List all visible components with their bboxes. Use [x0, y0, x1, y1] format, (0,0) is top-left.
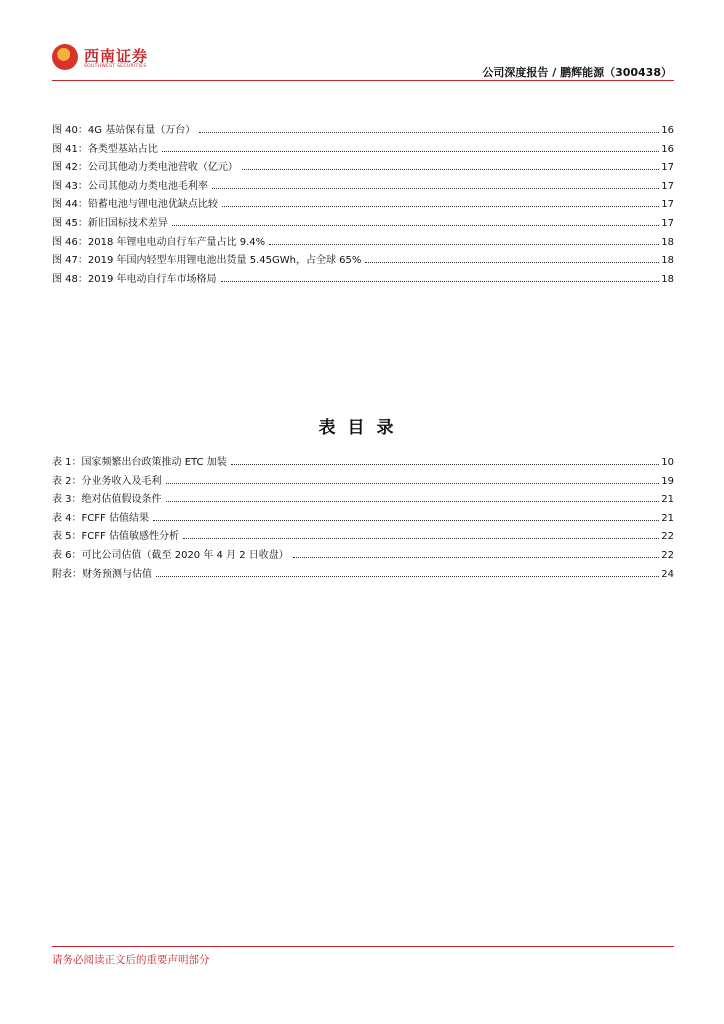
toc-leader-dots [212, 188, 659, 189]
toc-entry[interactable] [52, 509, 674, 528]
toc-entry-page: 18 [661, 273, 674, 285]
company-logo-icon [52, 44, 78, 70]
toc-entry-page: 17 [661, 162, 674, 174]
company-logo-subtext: SOUTHWEST SECURITIES [84, 64, 147, 69]
toc-leader-dots [162, 151, 659, 152]
toc-entry-page: 21 [661, 494, 674, 506]
toc-entry-page: 10 [661, 457, 674, 468]
toc-entry-page: 19 [661, 475, 674, 487]
toc-entry-label: 图 42：公司其他动力类电池营收（亿元） [52, 162, 238, 174]
toc-entry-page: 17 [661, 180, 674, 192]
toc-entry[interactable] [52, 270, 674, 289]
toc-entry-page: 16 [661, 143, 674, 155]
toc-entry-page: 16 [661, 125, 674, 136]
toc-leader-dots [172, 225, 659, 226]
toc-leader-dots [269, 244, 659, 245]
toc-leader-dots [156, 576, 659, 577]
table-list [52, 453, 674, 583]
toc-entry-label: 表 6：可比公司估值（截至 2020 年 4 月 2 日收盘） [52, 549, 289, 561]
toc-entry[interactable] [52, 233, 674, 252]
toc-leader-dots [231, 464, 660, 465]
toc-entry-page: 22 [661, 531, 674, 543]
toc-entry[interactable] [52, 251, 674, 270]
toc-entry[interactable] [52, 177, 674, 196]
toc-leader-dots [166, 483, 660, 484]
toc-entry-label: 表 3：绝对估值假设条件 [52, 494, 162, 506]
toc-entry-page: 18 [661, 255, 674, 267]
toc-entry-label: 图 40：4G 基站保有量（万台） [52, 125, 196, 136]
figure-list [52, 121, 674, 288]
footer-divider [52, 946, 674, 947]
toc-entry[interactable] [52, 214, 674, 233]
toc-entry-label: 图 43：公司其他动力类电池毛利率 [52, 180, 208, 192]
footer-disclaimer: 请务必阅读正文后的重要声明部分 [52, 954, 210, 966]
report-title: 公司深度报告 / 鹏辉能源（300438） [482, 66, 672, 79]
toc-entry[interactable] [52, 121, 674, 140]
toc-leader-dots [242, 169, 659, 170]
toc-entry-label: 表 2：分业务收入及毛利 [52, 475, 162, 487]
toc-entry-page: 24 [661, 568, 674, 580]
toc-leader-dots [183, 538, 659, 539]
header-divider [52, 80, 674, 81]
toc-entry-label: 图 46：2018 年锂电电动自行车产量占比 9.4% [52, 236, 266, 248]
toc-entry-page: 21 [661, 512, 674, 524]
toc-entry-label: 表 1：国家频繁出台政策推动 ETC 加装 [52, 457, 227, 468]
toc-entry-page: 17 [661, 199, 674, 211]
toc-leader-dots [199, 132, 659, 133]
toc-entry[interactable] [52, 490, 674, 509]
page-header [52, 40, 674, 80]
toc-leader-dots [153, 520, 659, 521]
toc-entry-page: 22 [661, 549, 674, 561]
toc-leader-dots [221, 281, 660, 282]
toc-leader-dots [222, 206, 659, 207]
company-logo-text: 西南证券 [84, 47, 149, 65]
toc-entry-page: 18 [661, 236, 674, 248]
toc-entry-label: 附表：财务预测与估值 [52, 568, 152, 580]
toc-entry[interactable] [52, 546, 674, 565]
toc-entry[interactable] [52, 195, 674, 214]
table-list-title: 表目录 [318, 418, 406, 438]
toc-leader-dots [166, 501, 660, 502]
toc-entry[interactable] [52, 140, 674, 159]
toc-entry[interactable] [52, 453, 674, 472]
toc-entry-label: 图 47：2019 年国内轻型车用锂电池出货量 5.45GWh，占全球 65% [52, 255, 362, 267]
toc-entry-label: 表 5：FCFF 估值敏感性分析 [52, 531, 179, 543]
toc-entry[interactable] [52, 527, 674, 546]
toc-entry-label: 图 48：2019 年电动自行车市场格局 [52, 273, 217, 285]
toc-entry-label: 表 4：FCFF 估值结果 [52, 512, 149, 524]
toc-leader-dots [365, 262, 659, 263]
toc-entry[interactable] [52, 472, 674, 491]
toc-entry[interactable] [52, 565, 674, 584]
toc-entry-page: 17 [661, 217, 674, 229]
toc-entry-label: 图 41：各类型基站占比 [52, 143, 158, 155]
toc-entry-label: 图 44：铅蓄电池与锂电池优缺点比较 [52, 199, 218, 211]
toc-entry-label: 图 45：新旧国标技术差异 [52, 217, 168, 229]
toc-leader-dots [293, 557, 659, 558]
toc-entry[interactable] [52, 158, 674, 177]
